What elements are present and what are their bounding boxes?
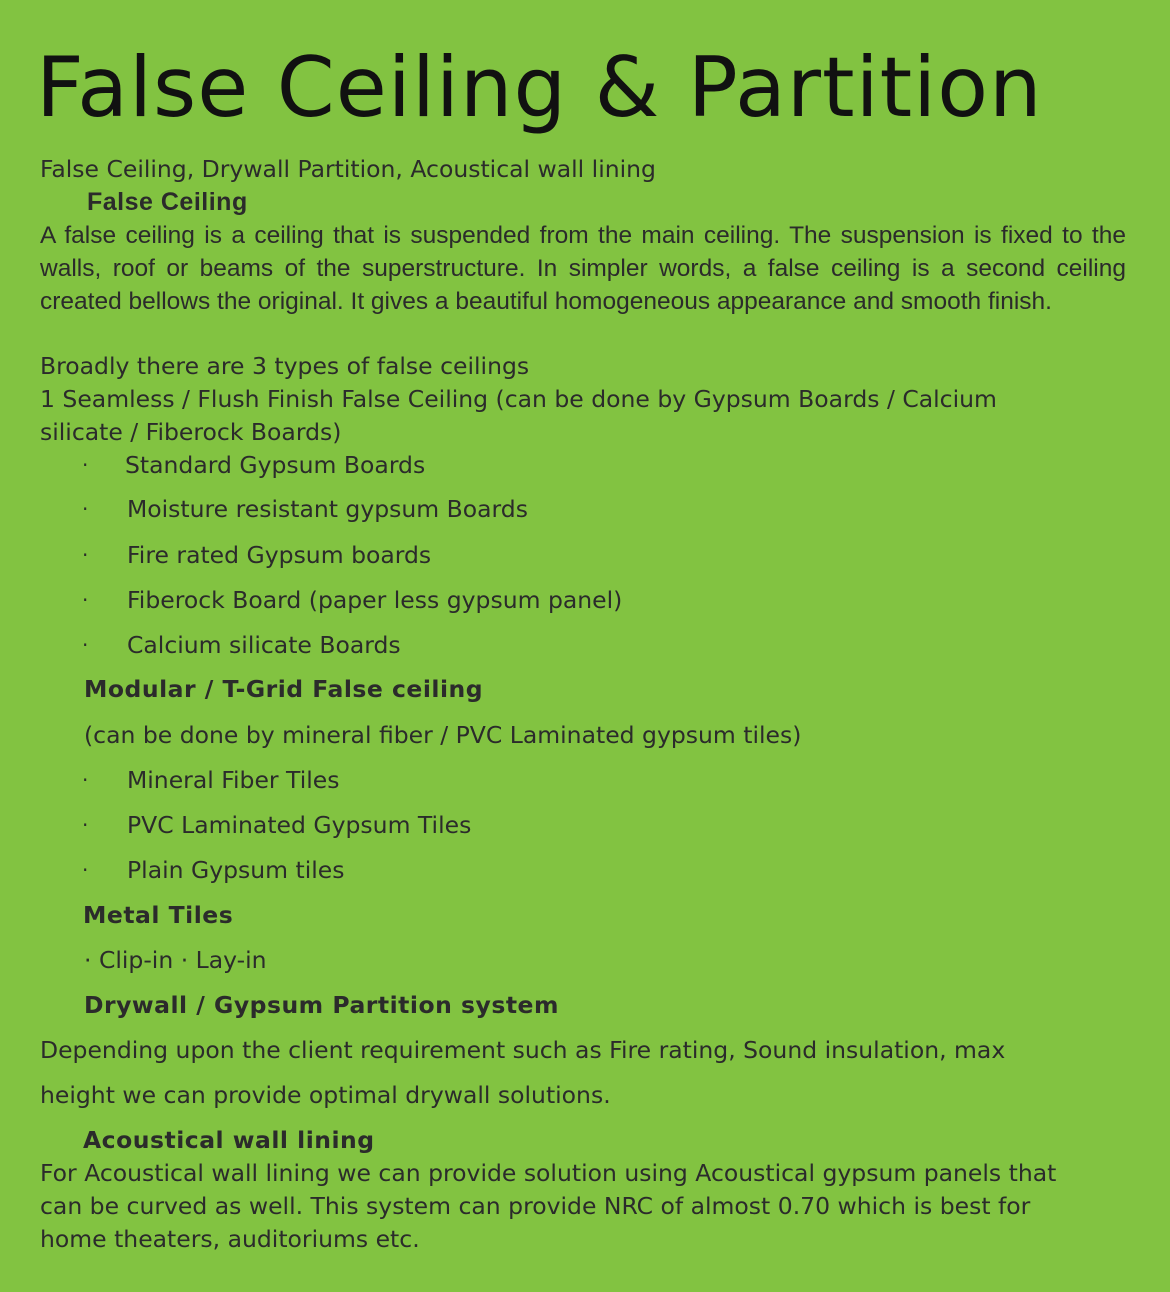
types-intro: Broadly there are 3 types of false ceilings	[40, 352, 530, 380]
acoustic-heading: Acoustical wall lining	[83, 1126, 375, 1154]
bullet-marker: ·	[82, 588, 89, 612]
bullet-marker: ·	[82, 813, 89, 837]
bullet-marker: ·	[82, 543, 89, 567]
acoustic-line1: For Acoustical wall lining we can provide solution using Acoustical gypsum panels that	[40, 1159, 1057, 1187]
list-item-label: Plain Gypsum tiles	[127, 856, 345, 884]
list-item-label: Standard Gypsum Boards	[125, 451, 426, 479]
modular-heading: Modular / T-Grid False ceiling	[84, 675, 484, 703]
list-item-label: PVC Laminated Gypsum Tiles	[127, 811, 472, 839]
bullet-marker: ·	[82, 633, 89, 657]
modular-note: (can be done by mineral fiber / PVC Laminated gypsum tiles)	[84, 721, 802, 749]
bullet-marker: ·	[82, 858, 89, 882]
metal-tiles-heading: Metal Tiles	[83, 901, 234, 929]
page-subtitle: False Ceiling, Drywall Partition, Acoustical wall lining	[40, 155, 656, 183]
list-item-label: Calcium silicate Boards	[127, 631, 401, 659]
metal-tiles-items: · Clip-in · Lay-in	[84, 946, 267, 974]
acoustic-line2: can be curved as well. This system can provide NRC of almost 0.70 which is best for	[40, 1192, 1031, 1220]
acoustic-line3: home theaters, auditoriums etc.	[40, 1225, 420, 1253]
false-ceiling-heading: False Ceiling	[87, 188, 248, 216]
list-item-label: Fire rated Gypsum boards	[127, 541, 432, 569]
bullet-marker: ·	[82, 497, 89, 521]
type1-line1: 1 Seamless / Flush Finish False Ceiling (can be done by Gypsum Boards / Calcium	[40, 385, 997, 413]
list-item-label: Moisture resistant gypsum Boards	[127, 495, 528, 523]
page-title: False Ceiling & Partition	[36, 39, 1043, 136]
drywall-line1: Depending upon the client requirement such as Fire rating, Sound insulation, max	[40, 1036, 1006, 1064]
drywall-heading: Drywall / Gypsum Partition system	[84, 991, 559, 1019]
list-item-label: Fiberock Board (paper less gypsum panel)	[127, 586, 623, 614]
list-item-label: Mineral Fiber Tiles	[127, 766, 340, 794]
type1-line2: silicate / Fiberock Boards)	[40, 418, 342, 446]
bullet-marker: ·	[82, 453, 89, 477]
false-ceiling-paragraph: A false ceiling is a ceiling that is suspended from the main ceiling. The suspension is fixed to the walls, roof or beams of the superstructure. In simpler words, a false ceiling is a second ceiling created bellows the original. It gives a beautiful homogeneous appearance and smooth finish.	[40, 222, 1126, 315]
drywall-line2: height we can provide optimal drywall solutions.	[40, 1081, 611, 1109]
bullet-marker: ·	[82, 768, 89, 792]
